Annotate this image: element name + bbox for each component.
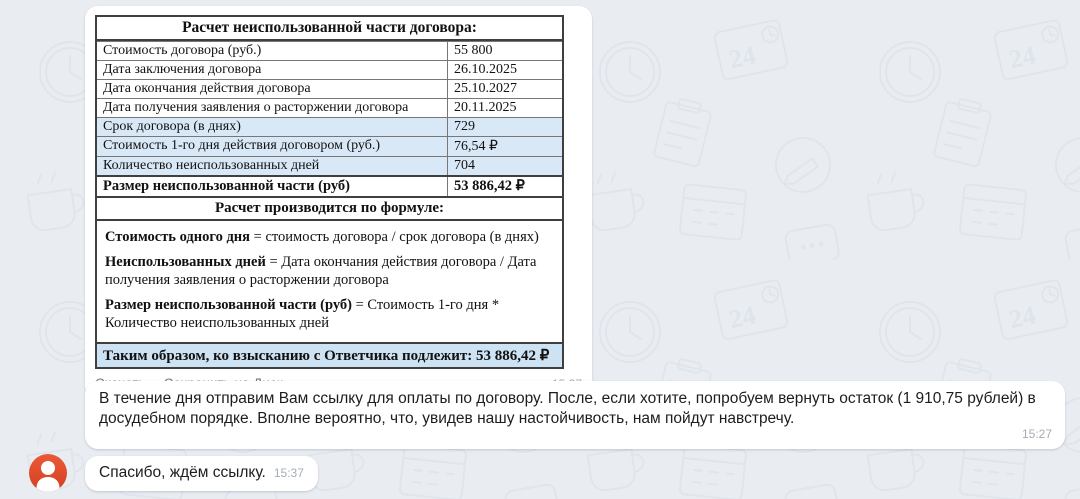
message-payment-info: [85, 381, 1065, 449]
table-total-row: Таким образом, ко взысканию с Ответчика подлежит: 53 886,42 ₽: [97, 342, 562, 367]
contract-calculation-image[interactable]: [95, 15, 564, 369]
table-row: Срок договора (в днях) 729: [97, 117, 562, 136]
message-timestamp: 15:37: [273, 466, 304, 480]
message-reply: [85, 456, 318, 491]
message-text: В течение дня отправим Вам ссылку для оплаты по договору. После, если хотите, попробуем вернуть остаток (1 910,75 рублей) в досудебном порядке. Вполне вероятно, что, увидев нашу настойчивость, нам пойдут навстречу.: [99, 390, 1036, 427]
table-row: Дата заключения договора 26.10.2025: [97, 60, 562, 79]
message-table-attachment: [85, 6, 592, 399]
avatar[interactable]: [29, 454, 67, 492]
message-timestamp: 15:27: [1021, 426, 1052, 441]
person-icon: [29, 454, 67, 492]
formula-line: Размер неиспользованной части (руб) = Стоимость 1-го дня * Количество неиспользованных дней: [105, 296, 500, 331]
table-row: Дата окончания действия договора 25.10.2027: [97, 79, 562, 98]
table-row-total-size: Размер неиспользованной части (руб) 53 886,42 ₽: [97, 175, 562, 196]
table-formula-header: Расчет производится по формуле:: [97, 196, 562, 221]
table-formulas: [97, 221, 562, 342]
table-row: Стоимость 1-го дня действия договором (руб.) 76,54 ₽: [97, 136, 562, 156]
formula-line: Неиспользованных дней = Дата окончания действия договора / Дата получения заявления о расторжении договора: [105, 253, 537, 288]
table-row: Количество неиспользованных дней 704: [97, 156, 562, 175]
formula-line: Стоимость одного дня = стоимость договора / срок договора (в днях): [105, 229, 539, 245]
table-title: Расчет неиспользованной части договора:: [97, 17, 562, 41]
table-row: Стоимость договора (руб.) 55 800: [97, 41, 562, 60]
table-row: Дата получения заявления о расторжении договора 20.11.2025: [97, 98, 562, 117]
message-text: Спасибо, ждём ссылку.: [99, 464, 266, 481]
